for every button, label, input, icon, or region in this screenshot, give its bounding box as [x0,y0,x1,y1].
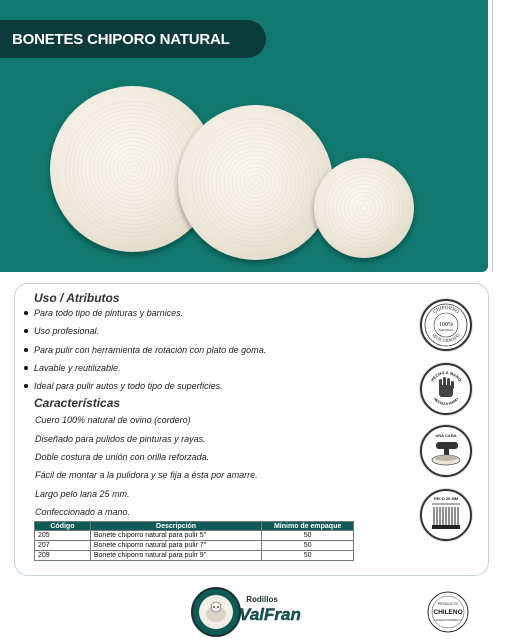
seal-icon [422,301,470,349]
svg-text:SELECCIONADO: SELECCIONADO [431,332,461,344]
caracteristica-line: Doble costura de unión con orilla reforzada. [35,452,210,462]
producto-chileno-seal [426,590,470,634]
svg-text:CHIPORRO: CHIPORRO [432,305,460,316]
chiporro-natural-badge [420,299,472,351]
uso-heading: Uso / Atributos [34,291,120,305]
una-cara-badge [420,425,472,477]
cell-minimo: 50 [262,531,354,541]
caracteristica-line: Cuero 100% natural de ovino (cordero) [35,415,191,425]
caracteristica-line: Diseñado para pulidos de pinturas y rayas. [35,434,206,444]
svg-text:UNA CARA: UNA CARA [435,433,457,438]
product-table [34,521,354,561]
svg-text:Rodillos: Rodillos [246,595,278,604]
svg-text:HECHO A MANO: HECHO A MANO [429,369,463,383]
svg-text:HECHO A MANO: HECHO A MANO [432,396,460,407]
polisher-icon [422,427,470,475]
caracteristicas-heading: Características [34,396,121,410]
svg-text:CHILENO: CHILENO [433,609,463,616]
valfran-logo [190,586,310,638]
uso-item: Lavable y reutilizable. [34,363,121,373]
svg-text:PELO 20 MM: PELO 20 MM [433,496,459,501]
uso-item: Ideal para pulir autos y todo tipo de superficies. [34,381,223,391]
cell-codigo: 207 [35,541,91,551]
uso-item: Para pulir con herramienta de rotación con plato de goma. [34,345,266,355]
hecho-a-mano-badge [420,363,472,415]
uso-item: Uso profesional. [34,326,99,336]
cell-codigo: 209 [35,551,91,561]
col-descripcion: Descripción [90,522,261,531]
hand-icon [422,365,470,413]
pile-length-icon [422,491,470,539]
col-minimo: Mínimo de empaque [262,522,354,531]
pelo-20mm-badge [420,489,472,541]
page-title: BONETES CHIPORO NATURAL [12,31,230,48]
col-codigo: Código [35,522,91,531]
svg-text:PRODUCTO: PRODUCTO [437,602,459,606]
cell-minimo: 50 [262,541,354,551]
table-row [35,531,354,541]
cell-descripcion: Bonete chiporro natural para pulir 7" [90,541,261,551]
cell-minimo: 50 [262,551,354,561]
table-header-row [35,522,354,531]
svg-text:100%: 100% [439,322,453,328]
caracteristica-line: Confeccionado a mano. [35,507,131,517]
svg-text:ValFran: ValFran [239,605,301,624]
pad-image-small [314,158,414,258]
page-edge [492,0,510,272]
cell-descripcion: Bonete chiporro natural para pulir 5" [90,531,261,541]
uso-item: Para todo tipo de pinturas y barnices. [34,308,183,318]
cell-codigo: 205 [35,531,91,541]
table-row [35,541,354,551]
svg-text:NATURAL: NATURAL [438,328,454,332]
caracteristica-line: Largo pelo lana 25 mm. [35,489,130,499]
svg-text:CHILEAN PRODUCT: CHILEAN PRODUCT [433,618,463,622]
caracteristica-line: Fácil de montar a la pulidora y se fija a ésta por amarre. [35,470,258,480]
cell-descripcion: Bonete chiporro natural para pulir 9" [90,551,261,561]
table-row [35,551,354,561]
pad-image-medium [178,105,333,260]
